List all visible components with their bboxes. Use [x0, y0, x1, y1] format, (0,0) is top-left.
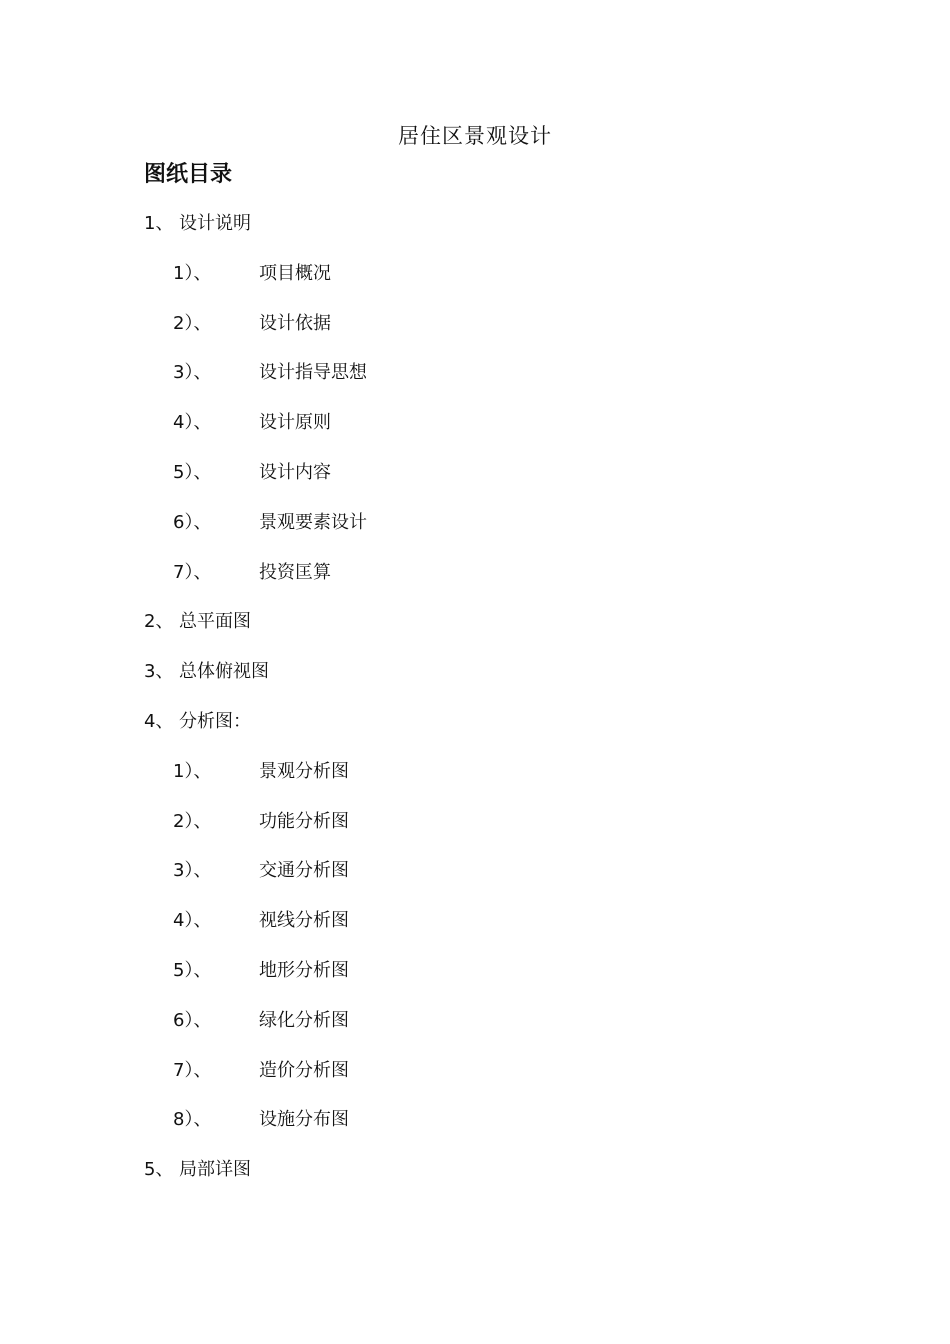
toc-subsection-item: [0, 857, 950, 907]
toc-item-label: 地形分析图: [259, 959, 349, 981]
toc-subsection-item: [0, 509, 950, 559]
toc-item-label: 总体俯视图: [179, 661, 269, 683]
toc-item-label: 项目概况: [259, 262, 331, 284]
toc-item-label: 绿化分析图: [259, 1009, 349, 1031]
toc-item-label: 景观分析图: [259, 760, 349, 782]
toc-item-number: 4、: [144, 710, 174, 732]
toc-section-item: [0, 608, 950, 658]
toc-item-number: 2）、: [173, 312, 212, 334]
toc-subsection-item: [0, 758, 950, 808]
toc-subsection-item: [0, 957, 950, 1007]
toc-item-number: 1、: [144, 213, 174, 234]
toc-section-item: [0, 658, 950, 708]
toc-item-number: 5）、: [173, 959, 212, 981]
toc-item-label: 视线分析图: [259, 910, 349, 932]
toc-item-number: 5）、: [173, 461, 212, 483]
toc-subsection-item: [0, 459, 950, 509]
toc-item-label: 交通分析图: [259, 860, 349, 882]
toc-item-number: 1）、: [173, 760, 212, 782]
toc-item-label: 分析图：: [179, 710, 251, 732]
toc-item-label: 投资匡算: [259, 561, 331, 583]
document-title: 居住区景观设计: [398, 124, 552, 148]
toc-item-label: 总平面图: [179, 611, 251, 633]
toc-section-item: [0, 1156, 950, 1206]
toc-subsection-item: [0, 359, 950, 409]
toc-item-label: 设施分布图: [259, 1109, 349, 1131]
toc-subsection-item: [0, 907, 950, 957]
table-of-contents: [0, 210, 950, 1206]
toc-subsection-item: [0, 260, 950, 310]
toc-item-number: 8）、: [173, 1109, 212, 1131]
toc-item-number: 6）、: [173, 511, 212, 533]
toc-item-number: 3）、: [173, 362, 212, 384]
toc-item-label: 设计说明: [179, 213, 251, 234]
toc-subsection-item: [0, 409, 950, 459]
toc-item-label: 景观要素设计: [259, 511, 367, 533]
toc-item-number: 5、: [144, 1159, 174, 1181]
toc-item-label: 设计内容: [259, 461, 331, 483]
toc-item-number: 6）、: [173, 1009, 212, 1031]
toc-heading: 图纸目录: [144, 162, 233, 187]
toc-item-label: 设计依据: [259, 312, 331, 334]
toc-subsection-item: [0, 808, 950, 858]
toc-section-item: [0, 708, 950, 758]
toc-subsection-item: [0, 559, 950, 609]
toc-item-number: 2、: [144, 611, 174, 633]
toc-item-number: 4）、: [173, 412, 212, 434]
toc-subsection-item: [0, 1057, 950, 1107]
toc-item-label: 功能分析图: [259, 810, 349, 832]
toc-item-number: 1）、: [173, 262, 212, 284]
toc-item-label: 局部详图: [179, 1159, 251, 1181]
toc-item-number: 3、: [144, 661, 174, 683]
toc-item-number: 3）、: [173, 860, 212, 882]
toc-subsection-item: [0, 1106, 950, 1156]
toc-item-label: 设计指导思想: [259, 362, 367, 384]
toc-item-number: 7）、: [173, 561, 212, 583]
toc-item-number: 7）、: [173, 1059, 212, 1081]
toc-item-label: 造价分析图: [259, 1059, 349, 1081]
toc-item-number: 2）、: [173, 810, 212, 832]
toc-section-item: [0, 210, 950, 260]
toc-item-label: 设计原则: [259, 412, 331, 434]
toc-item-number: 4）、: [173, 910, 212, 932]
toc-subsection-item: [0, 310, 950, 360]
toc-subsection-item: [0, 1007, 950, 1057]
